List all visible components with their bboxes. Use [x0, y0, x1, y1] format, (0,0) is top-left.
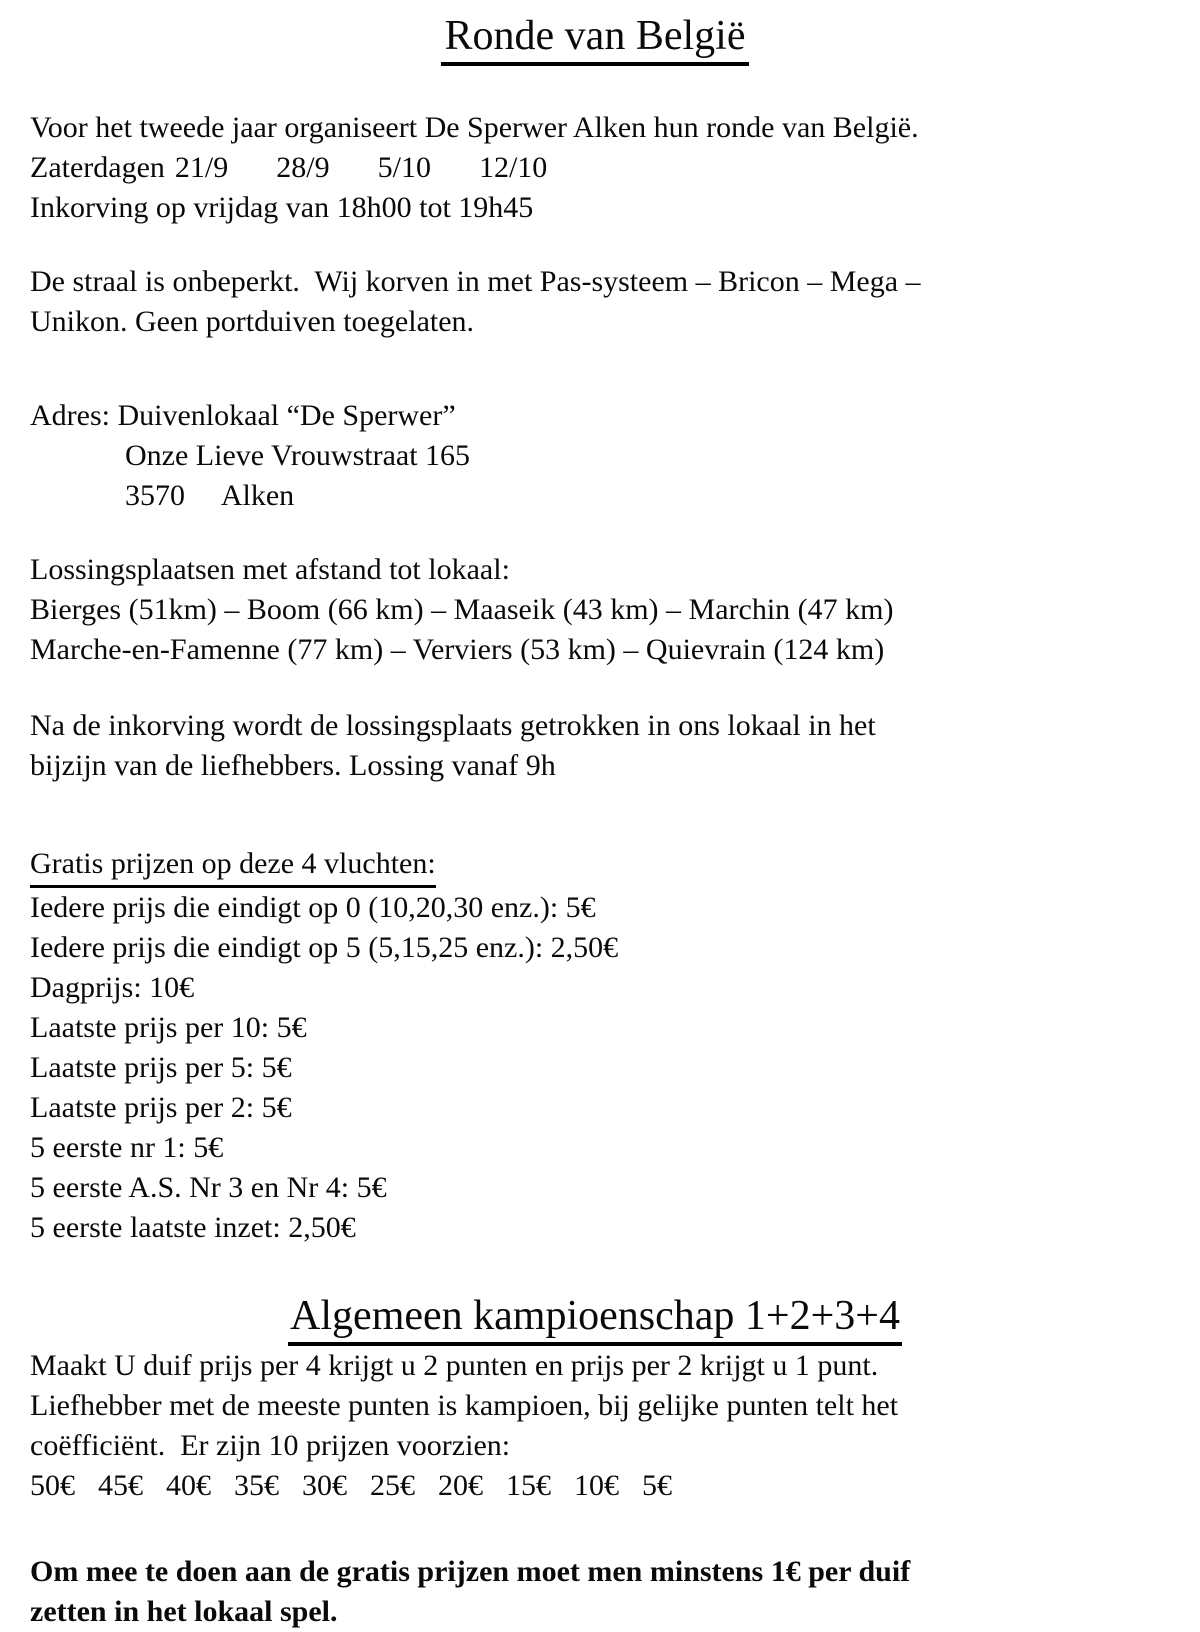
prize-amount: 25€: [370, 1469, 415, 1502]
prize-amount: 15€: [506, 1469, 551, 1502]
prize-amount: 35€: [234, 1469, 279, 1502]
prize-item: 5 eerste nr 1: 5€: [30, 1131, 224, 1164]
rules-paragraph: [30, 262, 1160, 342]
free-prizes-heading-text: Gratis prijzen op deze 4 vluchten:: [30, 844, 436, 888]
release-sites-paragraph: [30, 550, 1160, 670]
schedule-line: [30, 148, 1160, 188]
basketing-line: Inkorving op vrijdag van 18h00 tot 19h45: [30, 191, 534, 224]
race-date: 5/10: [377, 151, 431, 184]
free-prizes-section: [30, 844, 1160, 1248]
prize-amounts-row: [30, 1466, 1160, 1506]
prize-item: Iedere prijs die eindigt op 5 (5,15,25 enz.): 2,50€: [30, 931, 619, 964]
draw-line-2: bijzijn van de liefhebbers. Lossing vanaf 9h: [30, 749, 556, 782]
address-line-1: Adres: Duivenlokaal “De Sperwer”: [30, 399, 456, 432]
address-line-3: 3570 Alken: [125, 479, 295, 512]
intro-paragraph: [30, 108, 1160, 228]
participation-note: [30, 1552, 1160, 1632]
championship-line-1: Maakt U duif prijs per 4 krijgt u 2 punten en prijs per 2 krijgt u 1 punt.: [30, 1349, 879, 1382]
prize-amount: 40€: [166, 1469, 211, 1502]
address-block: [30, 396, 1160, 516]
schedule-label: Zaterdagen: [30, 151, 165, 184]
championship-line-3: coëfficiënt. Er zijn 10 prijzen voorzien:: [30, 1429, 511, 1462]
page-title: [30, 10, 1160, 66]
prize-amount: 50€: [30, 1469, 75, 1502]
race-date: 12/10: [478, 151, 548, 184]
race-date: 21/9: [174, 151, 229, 184]
prize-item: Dagprijs: 10€: [30, 971, 195, 1004]
participation-note-line-1: Om mee te doen aan de gratis prijzen moet men minstens 1€ per duif: [30, 1555, 911, 1588]
championship-heading: [30, 1292, 1160, 1346]
prize-amount: 5€: [642, 1469, 672, 1502]
free-prizes-heading: [30, 844, 1160, 888]
prize-item: Laatste prijs per 2: 5€: [30, 1091, 292, 1124]
release-sites-line-2: Marche-en-Famenne (77 km) – Verviers (53 km) – Quievrain (124 km): [30, 633, 885, 666]
release-sites-heading: Lossingsplaatsen met afstand tot lokaal:: [30, 553, 510, 586]
prize-item: 5 eerste A.S. Nr 3 en Nr 4: 5€: [30, 1171, 387, 1204]
draw-line-1: Na de inkorving wordt de lossingsplaats getrokken in ons lokaal in het: [30, 709, 876, 742]
prize-item: Laatste prijs per 5: 5€: [30, 1051, 292, 1084]
prize-amount: 20€: [438, 1469, 483, 1502]
championship-heading-text: Algemeen kampioenschap 1+2+3+4: [288, 1292, 902, 1346]
rules-line-2: Unikon. Geen portduiven toegelaten.: [30, 305, 475, 338]
championship-paragraph: [30, 1346, 1160, 1506]
participation-note-line-2: zetten in het lokaal spel.: [30, 1595, 338, 1628]
prize-item: 5 eerste laatste inzet: 2,50€: [30, 1211, 356, 1244]
race-date: 28/9: [276, 151, 330, 184]
draw-paragraph: [30, 706, 1160, 786]
championship-line-2: Liefhebber met de meeste punten is kampioen, bij gelijke punten telt het: [30, 1389, 899, 1422]
prize-amount: 30€: [302, 1469, 347, 1502]
rules-line-1: De straal is onbeperkt. Wij korven in met Pas-systeem – Bricon – Mega –: [30, 265, 921, 298]
prize-item: Iedere prijs die eindigt op 0 (10,20,30 enz.): 5€: [30, 891, 596, 924]
page-title-text: Ronde van België: [441, 12, 750, 66]
prize-amount: 45€: [98, 1469, 143, 1502]
prize-amount: 10€: [574, 1469, 619, 1502]
release-sites-line-1: Bierges (51km) – Boom (66 km) – Maaseik (43 km) – Marchin (47 km): [30, 593, 894, 626]
address-line-2: Onze Lieve Vrouwstraat 165: [125, 439, 471, 472]
intro-line: Voor het tweede jaar organiseert De Sperwer Alken hun ronde van België.: [30, 111, 919, 144]
prize-item: Laatste prijs per 10: 5€: [30, 1011, 307, 1044]
